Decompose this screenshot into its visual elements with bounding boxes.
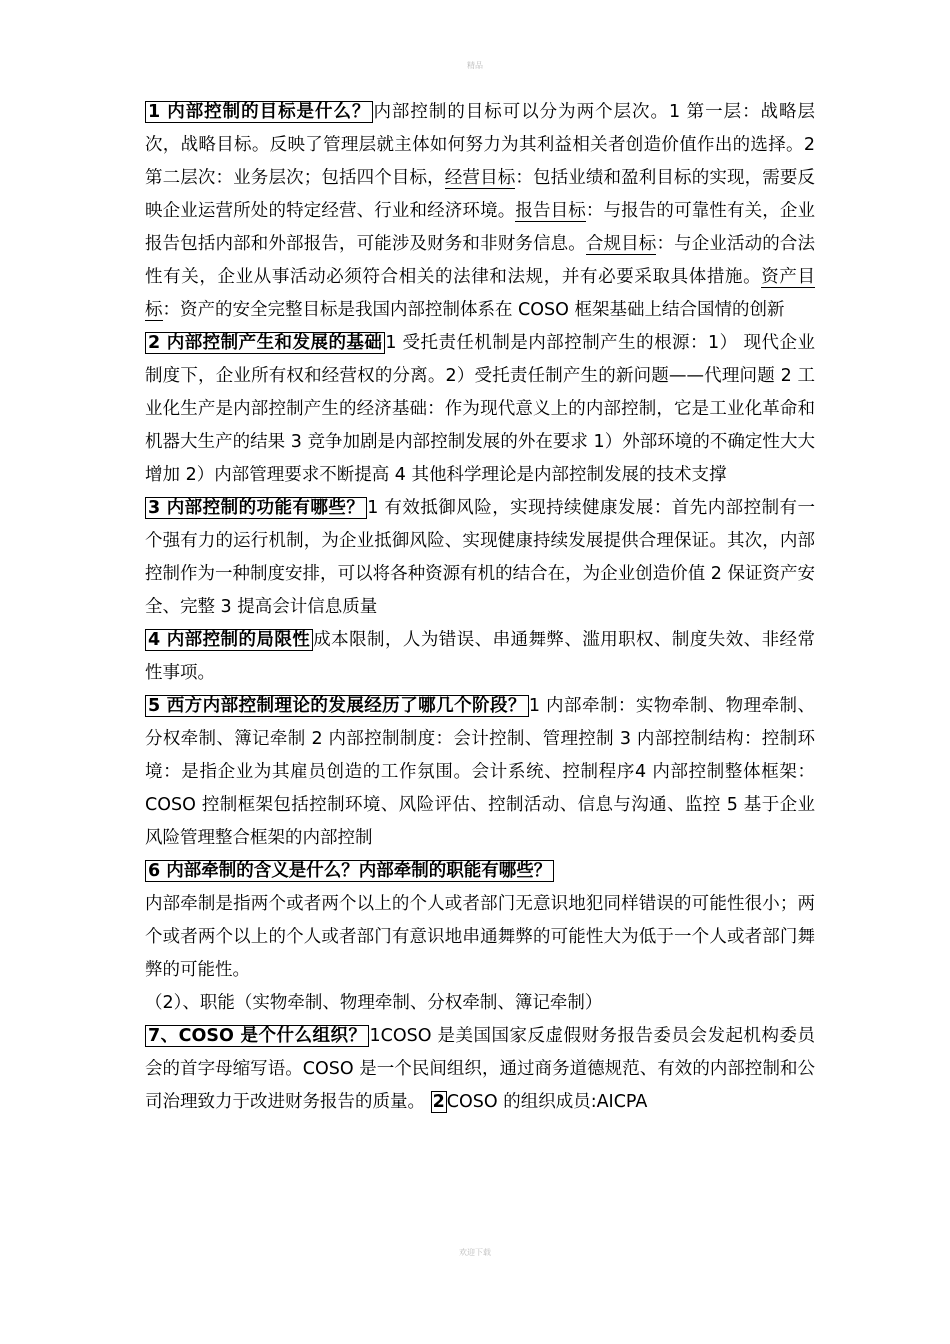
question-2: 2 内部控制产生和发展的基础	[145, 332, 385, 354]
header-watermark: 精品	[467, 61, 483, 70]
term-business-goal: 经营目标	[444, 168, 516, 188]
question-5: 5 西方内部控制理论的发展经历了哪几个阶段？	[145, 695, 529, 717]
question-6: 6 内部牵制的含义是什么？内部牵制的职能有哪些？	[145, 860, 554, 882]
answer-2: 1 受托责任机制是内部控制产生的根源：1） 现代企业制度下，企业所有权和经营权的分离。2）受托责任制产生的新问题——代理问题 2 工业化生产是内部控制产生的经济基础：作为现代意义上的内部控制，它是工业化革命和机器大生产的结果 3 竞争加剧是内部控制发展的外在要求 1）外部环境的不确定性大大增加 2）内部管理要求不断提高 4 其他科学理论是内部控制发展的技术支撑	[145, 333, 815, 485]
answer-6-functions: （2）、职能（实物牵制、物理牵制、分权牵制、簿记牵制）	[145, 993, 603, 1013]
answer-3: 1 有效抵御风险，实现持续健康发展：首先内部控制有一个强有力的运行机制，为企业抵御风险、实现健康持续发展提供合理保证。其次，内部控制作为一种制度安排，可以将各种资源有机的结合在，为企业创造价值 2 保证资产安全、完整 3 提高会计信息质量	[145, 498, 815, 617]
answer-1-part-5: ：资产的安全完整目标是我国内部控制体系在 COSO 框架基础上结合国情的创新	[162, 300, 785, 320]
section-6	[145, 855, 815, 1020]
footer-watermark: 欢迎下载	[459, 1248, 491, 1257]
term-compliance-goal: 合规目标	[585, 234, 657, 254]
section-5	[145, 690, 815, 855]
answer-7-marker: 2	[432, 1092, 445, 1112]
section-3	[145, 492, 815, 624]
answer-5: 1 内部牵制：实物牵制、物理牵制、分权牵制、簿记牵制 2 内部控制制度：会计控制、管理控制 3 内部控制结构：控制环境：是指企业为其雇员创造的工作氛围。会计系统、控制程序4 内部控制整体框架：COSO 控制框架包括控制环境、风险评估、控制活动、信息与沟通、监控 5 基于企业风险管理整合框架的内部控制	[145, 696, 815, 848]
section-4	[145, 624, 815, 690]
term-report-goal: 报告目标	[515, 201, 586, 221]
question-4: 4 内部控制的局限性	[145, 629, 313, 651]
answer-4: 成本限制，人为错误、串通舞弊、滥用职权、制度失效、非经常性事项。	[145, 630, 815, 683]
answer-1-part-4: ：与企业活动的合法性有关，企业从事活动必须符合相关的法律和法规，并有必要采取具体措施。	[145, 234, 816, 287]
section-1	[145, 96, 815, 327]
answer-7: 1COSO 是美国国家反虚假财务报告委员会发起机构委员会的首字母缩写语。COSO 是一个民间组织，通过商务道德规范、有效的内部控制和公司治理致力于改进财务报告的质量。	[145, 1026, 816, 1112]
question-7: 7、COSO 是个什么组织？	[145, 1025, 369, 1047]
answer-7-tail: COSO 的组织成员:AICPA	[446, 1092, 648, 1112]
section-7	[145, 1020, 815, 1119]
answer-1-part-1: 内部控制的目标可以分为两个层次。1 第一层：战略层次，战略目标。反映了管理层就主体如何努力为其利益相关者创造价值作出的选择。2 第二层次：业务层次；包括四个目标，	[145, 102, 815, 188]
term-asset-goal: 资产目标	[145, 267, 815, 320]
answer-1-part-3: ：与报告的可靠性有关，企业报告包括内部和外部报告，可能涉及财务和非财务信息。	[145, 201, 816, 254]
document-body	[145, 96, 815, 1119]
answer-1-part-2: ：包括业绩和盈利目标的实现，需要反映企业运营所处的特定经营、行业和经济环境。	[145, 168, 816, 221]
answer-6: 内部牵制是指两个或者两个以上的个人或者部门无意识地犯同样错误的可能性很小；两个或者两个以上的个人或者部门有意识地串通舞弊的可能性大为低于一个人或者部门舞弊的可能性。	[145, 894, 815, 980]
question-1: 1 内部控制的目标是什么？	[145, 101, 373, 123]
question-3: 3 内部控制的功能有哪些？	[145, 497, 367, 519]
section-2	[145, 327, 815, 492]
